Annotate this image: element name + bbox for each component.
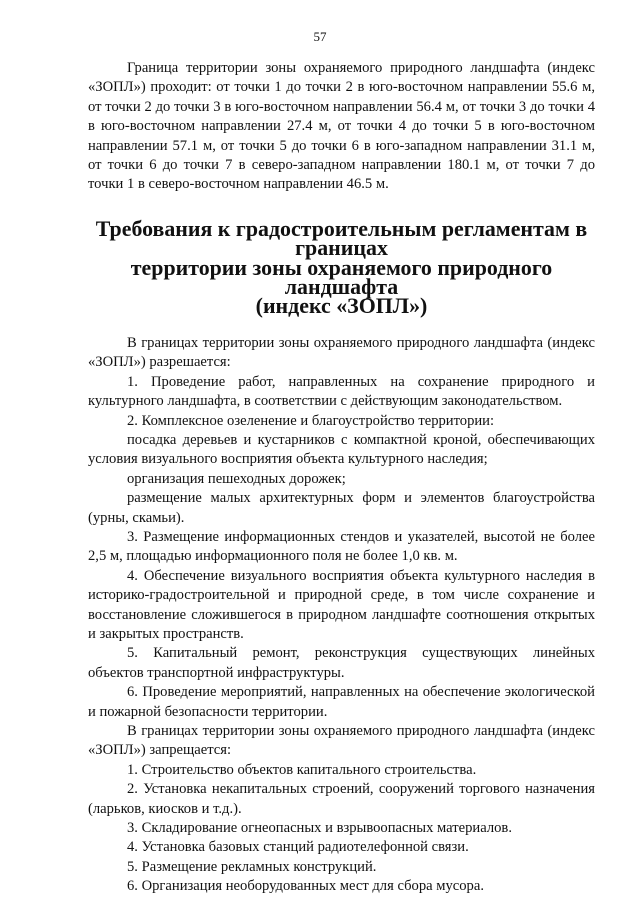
prohibited-item-4: 4. Установка базовых станций радиотелефонной связи. [127, 839, 469, 856]
heading-line-2: территории зоны охраняемого природного ландшафта [130, 254, 553, 300]
prohibited-item-6: 6. Организация необорудованных мест для сбора мусора. [127, 878, 484, 895]
permitted-item-5: 5. Капитальный ремонт, реконструкция существующих линейных объектов транспортной инфраструктуры. [88, 645, 595, 681]
prohibited-item-2: 2. Установка некапитальных строений, сооружений торгового назначения (ларьков, киосков и т.д.). [88, 781, 595, 817]
permitted-item-4: 4. Обеспечение визуального восприятия объекта культурного наследия в историко-градостроительной и природной среде, в том числе сохранение и восстановление сложившегося в природном ландшафте соотношения открытых и закрытых пространств. [88, 567, 595, 642]
section-heading [88, 215, 595, 319]
boundary-description: Граница территории зоны охраняемого природного ландшафта (индекс «ЗОПЛ») проходит: от точки 1 до точки 2 в юго-восточном направлении 55.6 м, от точки 2 до точки 3 в юго-восточном направлении 56.4 м, от точки 3 до точки 4 в юго-восточном направлении 27.4 м, от точки 4 до точки 5 в юго-восточном направлении 57.1 м, от точки 5 до точки 6 в юго-западном направлении 31.1 м, от точки 6 до точки 7 в северо-западном направлении 180.1 м, от точки 7 до точки 1 в северо-восточном направлении 46.5 м. [88, 60, 595, 193]
document-body [88, 59, 595, 897]
permitted-item-1: 1. Проведение работ, направленных на сохранение природного и культурного ландшафта, в соответствии с действующим законодательством. [88, 373, 595, 410]
permitted-item-2-paths: организация пешеходных дорожек; [127, 470, 346, 487]
prohibited-item-3: 3. Складирование огнеопасных и взрывоопасных материалов. [127, 820, 512, 837]
permitted-item-6: 6. Проведение мероприятий, направленных на обеспечение экологической и пожарной безопасности территории. [88, 684, 595, 720]
permitted-item-2: 2. Комплексное озеленение и благоустройство территории: [127, 412, 495, 429]
permitted-item-2-planting: посадка деревьев и кустарников с компактной кроной, обеспечивающих условия визуального восприятия объекта культурного наследия; [88, 431, 595, 468]
heading-line-1: Требования к градостроительным регламентам в границах [95, 215, 588, 261]
prohibited-item-5: 5. Размещение рекламных конструкций. [127, 858, 377, 875]
permitted-item-2-furniture: размещение малых архитектурных форм и элементов благоустройства (урны, скамьи). [88, 490, 595, 526]
heading-line-3: (индекс «ЗОПЛ») [255, 293, 428, 319]
permitted-item-3: 3. Размещение информационных стендов и указателей, высотой не более 2,5 м, площадью информационного поля не более 1,0 кв. м. [88, 528, 595, 565]
permitted-intro: В границах территории зоны охраняемого природного ландшафта (индекс «ЗОПЛ») разрешается: [88, 334, 595, 371]
prohibited-item-1: 1. Строительство объектов капитального строительства. [127, 761, 477, 778]
page-number: 57 [313, 29, 327, 44]
prohibited-intro: В границах территории зоны охраняемого природного ландшафта (индекс «ЗОПЛ») запрещается: [88, 723, 595, 759]
